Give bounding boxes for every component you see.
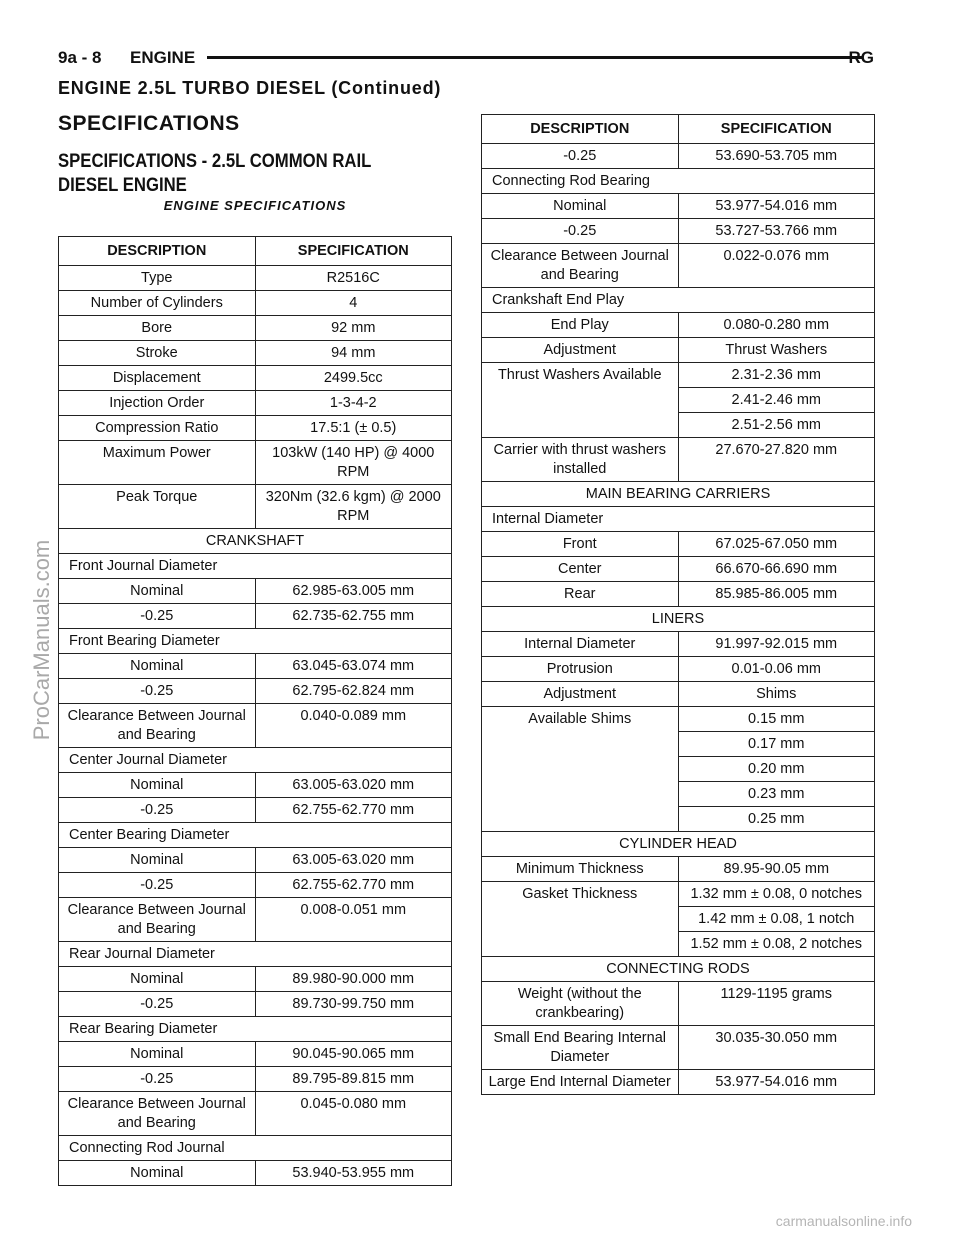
description-cell: -0.25 (59, 604, 256, 629)
table-row (482, 857, 875, 882)
specification-cell: 94 mm (255, 341, 452, 366)
table-row (482, 957, 875, 982)
description-cell: Peak Torque (59, 485, 256, 529)
description-cell: Weight (without the crankbearing) (482, 982, 679, 1026)
description-cell: Adjustment (482, 682, 679, 707)
continued-title: ENGINE 2.5L TURBO DIESEL (Continued) (58, 78, 442, 98)
group-label-cell: Rear Journal Diameter (59, 942, 452, 967)
section-label-cell: CYLINDER HEAD (482, 832, 875, 857)
table-row (482, 557, 875, 582)
col-specification-header: SPECIFICATION (255, 237, 452, 266)
table-row (482, 882, 875, 907)
table-row (482, 482, 875, 507)
table-row (59, 967, 452, 992)
page-number: 9a - 8 (58, 48, 102, 67)
specification-cell: 62.755-62.770 mm (255, 873, 452, 898)
specification-cell: 1.42 mm ± 0.08, 1 notch (678, 907, 875, 932)
specification-cell: 66.670-66.690 mm (678, 557, 875, 582)
table-row (482, 532, 875, 557)
table-row (482, 707, 875, 732)
specification-cell: 85.985-86.005 mm (678, 582, 875, 607)
watermark: ProCarManuals.com (29, 539, 54, 741)
specification-cell: 320Nm (32.6 kgm) @ 2000 RPM (255, 485, 452, 529)
description-cell: Nominal (59, 1161, 256, 1186)
spec-table-left-body (59, 266, 452, 1186)
table-row (482, 1026, 875, 1070)
specification-cell: 1.32 mm ± 0.08, 0 notches (678, 882, 875, 907)
section-label-cell: CRANKSHAFT (59, 529, 452, 554)
description-cell: Clearance Between Journal and Bearing (59, 704, 256, 748)
description-cell: Nominal (59, 579, 256, 604)
section-name: ENGINE (130, 48, 196, 67)
table-row (482, 832, 875, 857)
description-cell: Clearance Between Journal and Bearing (59, 898, 256, 942)
specification-cell: 0.17 mm (678, 732, 875, 757)
specification-cell: 89.795-89.815 mm (255, 1067, 452, 1092)
specification-cell: 27.670-27.820 mm (678, 438, 875, 482)
description-cell: Stroke (59, 341, 256, 366)
section-label-cell: CONNECTING RODS (482, 957, 875, 982)
col-description-header: DESCRIPTION (482, 115, 679, 144)
table-row (59, 391, 452, 416)
specification-cell: 53.727-53.766 mm (678, 219, 875, 244)
table-row (59, 291, 452, 316)
description-cell: Nominal (59, 1042, 256, 1067)
description-cell: Injection Order (59, 391, 256, 416)
group-label-cell: Center Bearing Diameter (59, 823, 452, 848)
table-row (59, 366, 452, 391)
table-header-row (482, 115, 875, 144)
specification-cell: 89.730-99.750 mm (255, 992, 452, 1017)
specification-cell: 89.980-90.000 mm (255, 967, 452, 992)
header-rule (207, 56, 863, 59)
description-cell: Minimum Thickness (482, 857, 679, 882)
specification-cell: 0.045-0.080 mm (255, 1092, 452, 1136)
description-cell: Large End Internal Diameter (482, 1070, 679, 1095)
description-cell: Gasket Thickness (482, 882, 679, 957)
table-row (482, 507, 875, 532)
specifications-subheading: SPECIFICATIONS - 2.5L COMMON RAIL DIESEL ENGINE (58, 151, 372, 196)
group-label-cell: Connecting Rod Journal (59, 1136, 452, 1161)
group-label-cell: Rear Bearing Diameter (59, 1017, 452, 1042)
specification-cell: 53.977-54.016 mm (678, 194, 875, 219)
specification-cell: 2499.5cc (255, 366, 452, 391)
specification-cell: 91.997-92.015 mm (678, 632, 875, 657)
group-label-cell: Front Bearing Diameter (59, 629, 452, 654)
description-cell: Maximum Power (59, 441, 256, 485)
group-label-cell: Internal Diameter (482, 507, 875, 532)
description-cell: -0.25 (482, 219, 679, 244)
description-cell: Nominal (59, 848, 256, 873)
specification-cell: 0.01-0.06 mm (678, 657, 875, 682)
model-code: RG (848, 48, 874, 67)
group-label-cell: Front Journal Diameter (59, 554, 452, 579)
specification-cell: 53.940-53.955 mm (255, 1161, 452, 1186)
table-row (59, 629, 452, 654)
table-row (59, 798, 452, 823)
table-row (59, 441, 452, 485)
specification-cell: 62.735-62.755 mm (255, 604, 452, 629)
table-row (59, 873, 452, 898)
description-cell: Front (482, 532, 679, 557)
table-row (482, 144, 875, 169)
description-cell: Nominal (482, 194, 679, 219)
description-cell: Center (482, 557, 679, 582)
table-row (59, 654, 452, 679)
specification-cell: 63.045-63.074 mm (255, 654, 452, 679)
specification-cell: 0.022-0.076 mm (678, 244, 875, 288)
table-row (59, 266, 452, 291)
description-cell: Nominal (59, 967, 256, 992)
table-row (59, 1136, 452, 1161)
section-label-cell: LINERS (482, 607, 875, 632)
specification-cell: 62.755-62.770 mm (255, 798, 452, 823)
table-row (59, 898, 452, 942)
specification-cell: 67.025-67.050 mm (678, 532, 875, 557)
specification-cell: 17.5:1 (± 0.5) (255, 416, 452, 441)
table-row (482, 982, 875, 1026)
specification-cell: 0.040-0.089 mm (255, 704, 452, 748)
description-cell: Internal Diameter (482, 632, 679, 657)
specification-cell: 30.035-30.050 mm (678, 1026, 875, 1070)
specification-cell: 92 mm (255, 316, 452, 341)
description-cell: Clearance Between Journal and Bearing (59, 1092, 256, 1136)
description-cell: Small End Bearing Internal Diameter (482, 1026, 679, 1070)
description-cell: Bore (59, 316, 256, 341)
table-row (482, 219, 875, 244)
table-row (59, 341, 452, 366)
specification-cell: 1129-1195 grams (678, 982, 875, 1026)
specifications-heading: SPECIFICATIONS (58, 112, 240, 135)
table-row (59, 316, 452, 341)
description-cell: End Play (482, 313, 679, 338)
table-row (482, 682, 875, 707)
description-cell: Displacement (59, 366, 256, 391)
table-row (59, 1161, 452, 1186)
specification-cell: 103kW (140 HP) @ 4000 RPM (255, 441, 452, 485)
description-cell: -0.25 (59, 992, 256, 1017)
specification-cell: 53.690-53.705 mm (678, 144, 875, 169)
table-row (482, 363, 875, 388)
table-row (482, 288, 875, 313)
table-row (59, 416, 452, 441)
specification-cell: 0.008-0.051 mm (255, 898, 452, 942)
footer-site: carmanualsonline.info (775, 1213, 912, 1229)
group-label-cell: Center Journal Diameter (59, 748, 452, 773)
description-cell: Rear (482, 582, 679, 607)
table-row (59, 848, 452, 873)
description-cell: -0.25 (59, 679, 256, 704)
specification-cell: 53.977-54.016 mm (678, 1070, 875, 1095)
table-row (59, 1092, 452, 1136)
description-cell: Nominal (59, 654, 256, 679)
description-cell: Available Shims (482, 707, 679, 832)
specification-cell: Thrust Washers (678, 338, 875, 363)
specification-cell: 2.41-2.46 mm (678, 388, 875, 413)
table-row (59, 942, 452, 967)
table-row (482, 657, 875, 682)
description-cell: -0.25 (482, 144, 679, 169)
description-cell: -0.25 (59, 873, 256, 898)
table-row (59, 579, 452, 604)
specification-cell: 89.95-90.05 mm (678, 857, 875, 882)
table-row (59, 773, 452, 798)
specification-cell: 0.20 mm (678, 757, 875, 782)
table-row (59, 823, 452, 848)
table-row (59, 529, 452, 554)
specification-cell: 0.080-0.280 mm (678, 313, 875, 338)
table-row (59, 704, 452, 748)
description-cell: -0.25 (59, 1067, 256, 1092)
table-row (59, 1067, 452, 1092)
description-cell: -0.25 (59, 798, 256, 823)
spec-table-right (481, 114, 875, 1095)
description-cell: Clearance Between Journal and Bearing (482, 244, 679, 288)
col-description-header: DESCRIPTION (59, 237, 256, 266)
specification-cell: 2.31-2.36 mm (678, 363, 875, 388)
table-row (59, 1042, 452, 1067)
table-row (482, 607, 875, 632)
table-row (59, 1017, 452, 1042)
table-row (482, 1070, 875, 1095)
description-cell: Thrust Washers Available (482, 363, 679, 438)
specification-cell: 4 (255, 291, 452, 316)
table-row (482, 169, 875, 194)
specification-cell: 2.51-2.56 mm (678, 413, 875, 438)
specification-cell: 0.25 mm (678, 807, 875, 832)
specification-cell: 0.15 mm (678, 707, 875, 732)
description-cell: Type (59, 266, 256, 291)
specification-cell: 1.52 mm ± 0.08, 2 notches (678, 932, 875, 957)
specification-cell: 90.045-90.065 mm (255, 1042, 452, 1067)
table-row (482, 244, 875, 288)
table-row (482, 338, 875, 363)
table-header-row (59, 237, 452, 266)
specification-cell: 62.795-62.824 mm (255, 679, 452, 704)
table-row (59, 604, 452, 629)
specification-cell: 1-3-4-2 (255, 391, 452, 416)
specification-cell: 63.005-63.020 mm (255, 773, 452, 798)
table-row (482, 313, 875, 338)
table-row (482, 194, 875, 219)
table-row (59, 748, 452, 773)
table-row (59, 554, 452, 579)
description-cell: Adjustment (482, 338, 679, 363)
table-title: ENGINE SPECIFICATIONS (163, 198, 347, 213)
description-cell: Protrusion (482, 657, 679, 682)
group-label-cell: Connecting Rod Bearing (482, 169, 875, 194)
group-label-cell: Crankshaft End Play (482, 288, 875, 313)
spec-table-left (58, 236, 452, 1186)
table-row (482, 582, 875, 607)
table-row (59, 485, 452, 529)
specification-cell: 63.005-63.020 mm (255, 848, 452, 873)
specification-cell: 62.985-63.005 mm (255, 579, 452, 604)
table-row (59, 992, 452, 1017)
table-row (482, 632, 875, 657)
spec-table-right-body (482, 144, 875, 1095)
description-cell: Carrier with thrust washers installed (482, 438, 679, 482)
description-cell: Compression Ratio (59, 416, 256, 441)
specification-cell: R2516C (255, 266, 452, 291)
col-specification-header: SPECIFICATION (678, 115, 875, 144)
description-cell: Nominal (59, 773, 256, 798)
specification-cell: Shims (678, 682, 875, 707)
specification-cell: 0.23 mm (678, 782, 875, 807)
description-cell: Number of Cylinders (59, 291, 256, 316)
table-row (482, 438, 875, 482)
section-label-cell: MAIN BEARING CARRIERS (482, 482, 875, 507)
table-row (59, 679, 452, 704)
